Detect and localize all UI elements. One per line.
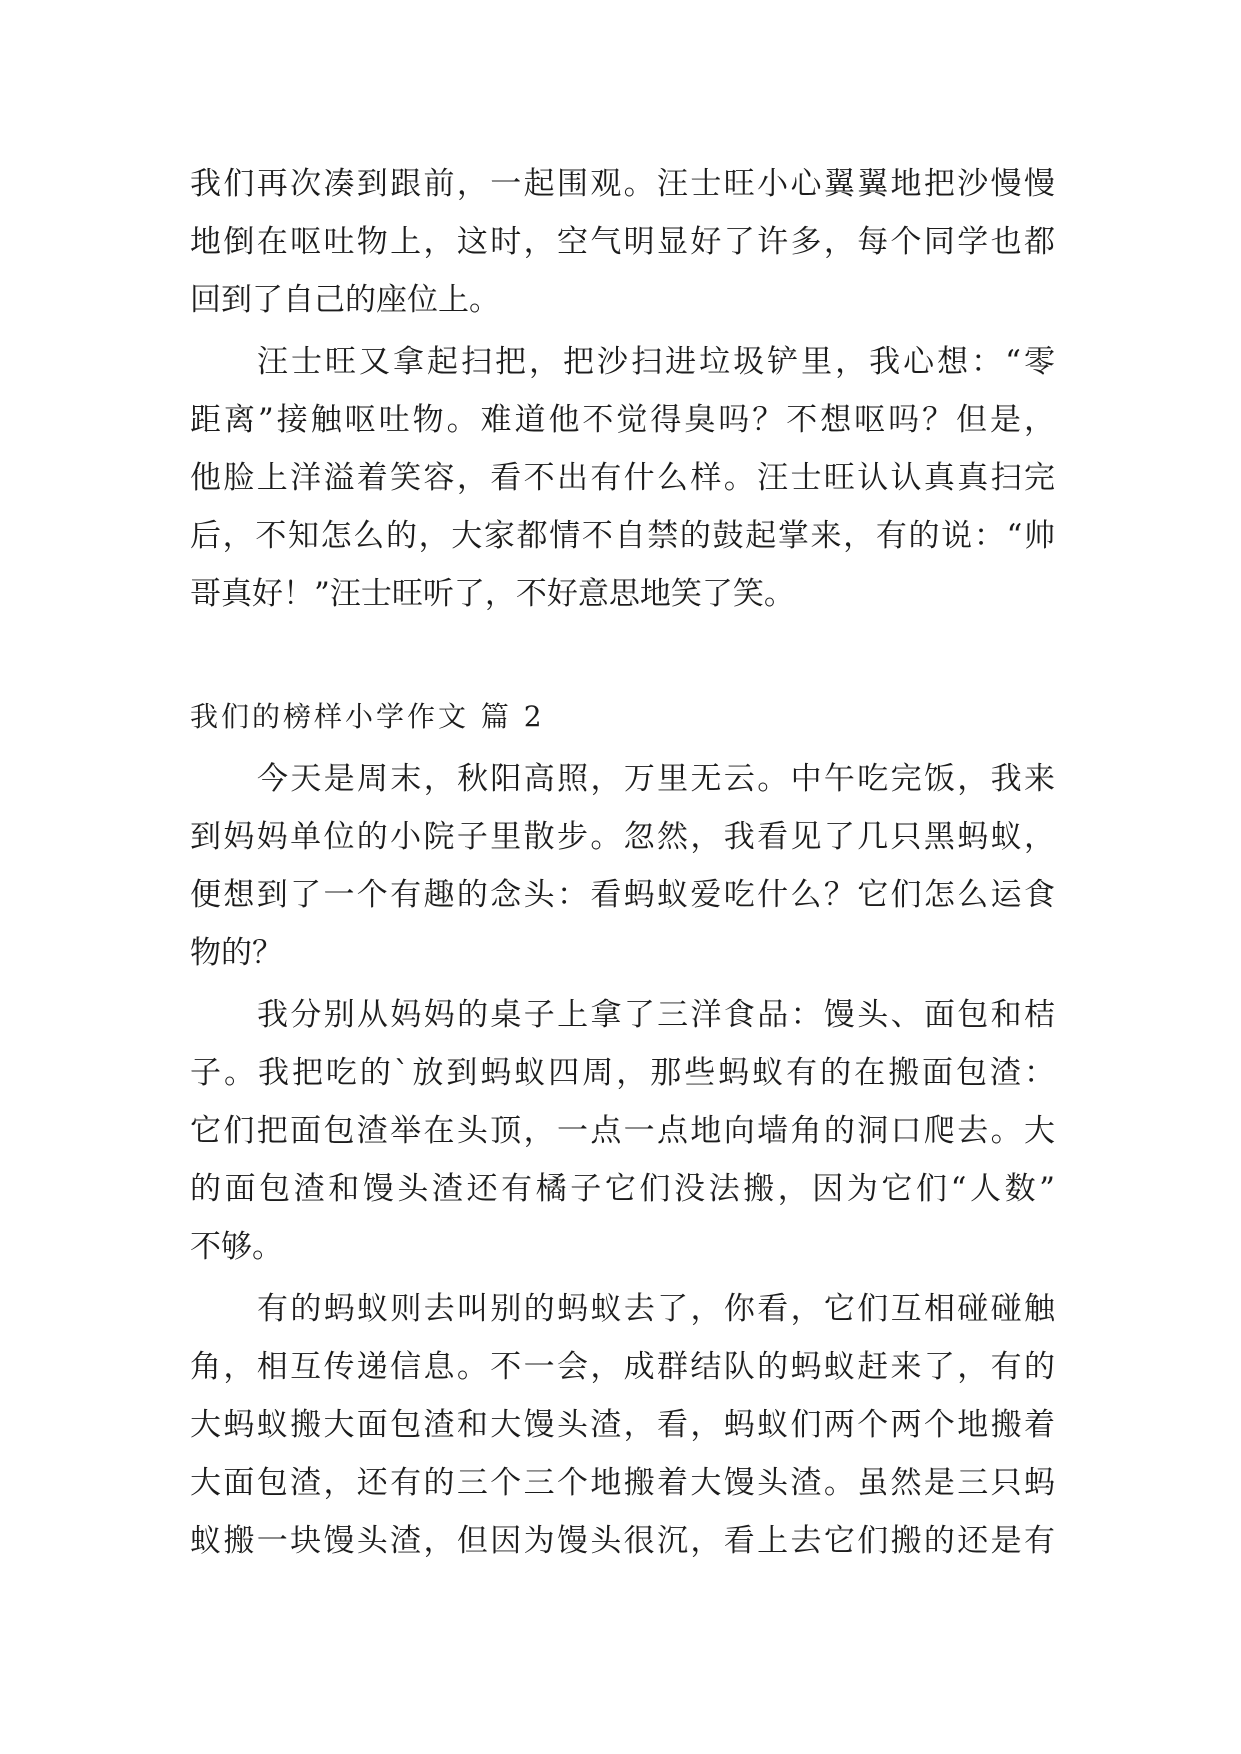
paragraph-line: 他脸上洋溢着笑容，看不出有什么样。汪士旺认认真真扫完 (190, 460, 1055, 496)
paragraph-line: 我们再次凑到跟前，一起围观。汪士旺小心翼翼地把沙慢慢 (190, 166, 1055, 202)
paragraph-line: 物的？ (190, 935, 283, 971)
paragraph (190, 750, 1055, 982)
paragraph-line: 地倒在呕吐物上，这时，空气明显好了许多，每个同学也都 (190, 224, 1055, 260)
section-heading: 我们的榜样小学作文 篇 2 (190, 700, 545, 733)
paragraph-line: 大蚂蚁搬大面包渣和大馒头渣，看，蚂蚁们两个两个地搬着 (190, 1407, 1055, 1443)
paragraph (190, 155, 1055, 329)
paragraph-line: 它们把面包渣举在头顶，一点一点地向墙角的洞口爬去。大 (190, 1113, 1055, 1149)
paragraph-line: 我分别从妈妈的桌子上拿了三洋食品：馒头、面包和桔 (257, 997, 1055, 1033)
paragraph (190, 1280, 1055, 1570)
paragraph-line: 子。我把吃的`放到蚂蚁四周，那些蚂蚁有的在搬面包渣： (190, 1055, 1055, 1091)
paragraph-line: 到妈妈单位的小院子里散步。忽然，我看见了几只黑蚂蚁， (190, 819, 1055, 855)
paragraph-line: 回到了自己的座位上。 (190, 282, 500, 318)
paragraph-line: 不够。 (190, 1229, 283, 1265)
paragraph-line: 今天是周末，秋阳高照，万里无云。中午吃完饭，我来 (257, 761, 1055, 797)
paragraph-line: 的面包渣和馒头渣还有橘子它们没法搬，因为它们“人数” (190, 1171, 1055, 1207)
paragraph (190, 986, 1055, 1276)
paragraph-line: 距离”接触呕吐物。难道他不觉得臭吗？不想呕吗？但是， (190, 402, 1055, 438)
paragraph-line: 后，不知怎么的，大家都情不自禁的鼓起掌来，有的说：“帅 (190, 518, 1055, 554)
paragraph (190, 333, 1055, 623)
document-body (190, 155, 1055, 1570)
paragraph-line: 大面包渣，还有的三个三个地搬着大馒头渣。虽然是三只蚂 (190, 1465, 1055, 1501)
paragraph-line: 便想到了一个有趣的念头：看蚂蚁爱吃什么？它们怎么运食 (190, 877, 1055, 913)
paragraph-line: 角，相互传递信息。不一会，成群结队的蚂蚁赶来了，有的 (190, 1349, 1055, 1385)
paragraph-line: 哥真好！”汪士旺听了，不好意思地笑了笑。 (190, 576, 795, 612)
paragraph-line: 有的蚂蚁则去叫别的蚂蚁去了，你看，它们互相碰碰触 (257, 1291, 1055, 1327)
paragraph-line: 蚁搬一块馒头渣，但因为馒头很沉，看上去它们搬的还是有 (190, 1523, 1055, 1559)
paragraph-line: 汪士旺又拿起扫把，把沙扫进垃圾铲里，我心想：“零 (257, 344, 1055, 380)
